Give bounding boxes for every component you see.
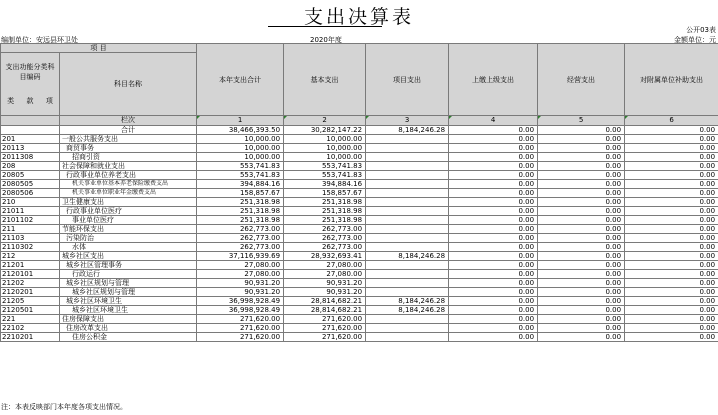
amount-cell: 0.00: [538, 279, 625, 288]
amount-cell: 0.00: [449, 288, 538, 297]
amount-cell: 271,620.00: [197, 315, 284, 324]
amount-cell: 0.00: [449, 252, 538, 261]
amount-cell: 0.00: [449, 306, 538, 315]
amount-cell: 0.00: [449, 144, 538, 153]
amount-cell: [366, 144, 449, 153]
header-kuan: 款: [26, 96, 34, 105]
tick-mark: [538, 116, 541, 119]
amount-cell: 0.00: [625, 279, 718, 288]
amount-cell: 0.00: [449, 189, 538, 198]
table-row: [1, 207, 718, 216]
amount-cell: [366, 279, 449, 288]
report-title: 支出决算表: [303, 6, 414, 28]
amount-cell: 0.00: [449, 324, 538, 333]
amount-cell: 0.00: [538, 189, 625, 198]
amount-cell: 28,932,693.41: [284, 252, 366, 261]
table-row: [1, 297, 718, 306]
subject-name-cell: 城乡社区规划与管理: [60, 279, 197, 288]
total-cell: 0.00: [625, 126, 718, 135]
subject-name-cell: 卫生健康支出: [60, 198, 197, 207]
subject-name-cell: 城乡社区环境卫生: [60, 297, 197, 306]
amount-cell: 0.00: [449, 270, 538, 279]
amount-cell: 37,116,939.69: [197, 252, 284, 261]
header-func-code: [1, 53, 60, 116]
table-row: [1, 153, 718, 162]
table-row: [1, 225, 718, 234]
amount-cell: 10,000.00: [197, 153, 284, 162]
subject-name-cell: 住房公积金: [60, 333, 197, 342]
func-code-cell: 2011308: [1, 153, 60, 162]
func-code-cell: 2080506: [1, 189, 60, 198]
amount-cell: 27,080.00: [197, 261, 284, 270]
amount-cell: 251,318.98: [284, 198, 366, 207]
amount-cell: 251,318.98: [197, 216, 284, 225]
amount-cell: 0.00: [625, 270, 718, 279]
amount-cell: 271,620.00: [197, 324, 284, 333]
amount-cell: 0.00: [538, 252, 625, 261]
amount-cell: [366, 207, 449, 216]
subject-name-cell: 行政事业单位医疗: [60, 207, 197, 216]
amount-cell: 10,000.00: [197, 135, 284, 144]
amount-cell: 10,000.00: [284, 153, 366, 162]
amount-cell: [366, 261, 449, 270]
amount-cell: 0.00: [625, 216, 718, 225]
subject-name-cell: 节能环保支出: [60, 225, 197, 234]
func-code-cell: 2120101: [1, 270, 60, 279]
func-code-cell: 20805: [1, 171, 60, 180]
amount-cell: [366, 162, 449, 171]
func-code-cell: 21201: [1, 261, 60, 270]
amount-cell: 0.00: [449, 315, 538, 324]
compiling-unit: 编制单位：安远县环卫处: [1, 36, 78, 44]
table-row: [1, 234, 718, 243]
table-row: [1, 279, 718, 288]
func-code-cell: 21205: [1, 297, 60, 306]
money-unit: 金额单位：元: [674, 36, 716, 44]
amount-cell: 0.00: [625, 153, 718, 162]
col-header-basic: 基本支出: [284, 44, 366, 116]
amount-cell: 8,184,246.28: [366, 252, 449, 261]
title-underline: [268, 26, 382, 27]
amount-cell: 0.00: [625, 324, 718, 333]
amount-cell: 0.00: [449, 261, 538, 270]
total-code-blank: [1, 126, 60, 135]
form-number: 公开03表: [686, 26, 716, 34]
fiscal-year: 2020年度: [310, 36, 342, 44]
amount-cell: 262,773.00: [284, 243, 366, 252]
amount-cell: 0.00: [625, 135, 718, 144]
amount-cell: 0.00: [538, 216, 625, 225]
tick-mark: [625, 116, 628, 119]
amount-cell: 262,773.00: [284, 225, 366, 234]
amount-cell: 0.00: [538, 180, 625, 189]
amount-cell: 553,741.83: [284, 171, 366, 180]
amount-cell: 0.00: [449, 171, 538, 180]
amount-cell: [366, 270, 449, 279]
amount-cell: 158,857.67: [284, 189, 366, 198]
amount-cell: 0.00: [538, 198, 625, 207]
amount-cell: 394,884.16: [284, 180, 366, 189]
amount-cell: [366, 288, 449, 297]
table-row: [1, 261, 718, 270]
func-code-cell: 2210201: [1, 333, 60, 342]
amount-cell: 0.00: [538, 207, 625, 216]
amount-cell: [366, 216, 449, 225]
seq-number: 3: [366, 116, 449, 126]
amount-cell: 10,000.00: [197, 144, 284, 153]
table-row: [1, 180, 718, 189]
amount-cell: 0.00: [625, 207, 718, 216]
seq-label: 栏次: [60, 116, 197, 126]
table-row: [1, 252, 718, 261]
amount-cell: [366, 315, 449, 324]
total-cell: 0.00: [538, 126, 625, 135]
subject-name-cell: 机关事业单位基本养老保险缴费支出: [60, 180, 197, 189]
func-code-cell: 201: [1, 135, 60, 144]
amount-cell: 0.00: [625, 162, 718, 171]
expenditure-table: [0, 43, 718, 342]
amount-cell: 28,814,682.21: [284, 297, 366, 306]
amount-cell: [366, 333, 449, 342]
amount-cell: [366, 324, 449, 333]
amount-cell: 36,998,928.49: [197, 297, 284, 306]
func-code-cell: 21202: [1, 279, 60, 288]
amount-cell: 0.00: [625, 315, 718, 324]
total-label: 合计: [60, 126, 197, 135]
amount-cell: 0.00: [538, 144, 625, 153]
amount-cell: 0.00: [449, 180, 538, 189]
amount-cell: 0.00: [538, 297, 625, 306]
amount-cell: 0.00: [625, 297, 718, 306]
table-row: [1, 333, 718, 342]
amount-cell: 0.00: [449, 216, 538, 225]
amount-cell: 553,741.83: [284, 162, 366, 171]
table-row: [1, 198, 718, 207]
amount-cell: 0.00: [625, 234, 718, 243]
amount-cell: 0.00: [449, 162, 538, 171]
amount-cell: 10,000.00: [284, 135, 366, 144]
amount-cell: 251,318.98: [197, 207, 284, 216]
total-cell: 30,282,147.22: [284, 126, 366, 135]
amount-cell: 0.00: [625, 243, 718, 252]
amount-cell: 0.00: [538, 270, 625, 279]
func-code-cell: 2101102: [1, 216, 60, 225]
amount-cell: 0.00: [449, 243, 538, 252]
amount-cell: 251,318.98: [284, 207, 366, 216]
amount-cell: 0.00: [625, 198, 718, 207]
amount-cell: [366, 153, 449, 162]
total-cell: 0.00: [449, 126, 538, 135]
amount-cell: 27,080.00: [197, 270, 284, 279]
col-header-operating: 经营支出: [538, 44, 625, 116]
amount-cell: 0.00: [625, 252, 718, 261]
func-code-cell: 210: [1, 198, 60, 207]
seq-blank: [1, 116, 60, 126]
header-xiang: 项: [45, 96, 53, 105]
func-code-cell: 2080505: [1, 180, 60, 189]
amount-cell: [366, 189, 449, 198]
amount-cell: [366, 198, 449, 207]
func-code-cell: 20113: [1, 144, 60, 153]
total-row: [1, 126, 718, 135]
header-lei: 类: [7, 96, 15, 105]
amount-cell: 251,318.98: [284, 216, 366, 225]
table-row: [1, 315, 718, 324]
amount-cell: 0.00: [625, 225, 718, 234]
func-code-cell: 211: [1, 225, 60, 234]
amount-cell: 0.00: [449, 153, 538, 162]
total-cell: 8,184,246.28: [366, 126, 449, 135]
amount-cell: [366, 225, 449, 234]
subject-name-cell: 水体: [60, 243, 197, 252]
amount-cell: 0.00: [449, 297, 538, 306]
amount-cell: 271,620.00: [284, 333, 366, 342]
amount-cell: 553,741.83: [197, 162, 284, 171]
amount-cell: 0.00: [625, 261, 718, 270]
amount-cell: 0.00: [538, 135, 625, 144]
subject-name-cell: 住房保障支出: [60, 315, 197, 324]
header-item: 项 目: [1, 44, 197, 53]
amount-cell: 8,184,246.28: [366, 306, 449, 315]
amount-cell: 0.00: [538, 153, 625, 162]
func-code-cell: 2110302: [1, 243, 60, 252]
table-row: [1, 324, 718, 333]
subject-name-cell: 行政运行: [60, 270, 197, 279]
amount-cell: [366, 234, 449, 243]
amount-cell: 0.00: [538, 171, 625, 180]
amount-cell: 271,620.00: [284, 324, 366, 333]
amount-cell: 262,773.00: [197, 243, 284, 252]
amount-cell: 36,998,928.49: [197, 306, 284, 315]
table-row: [1, 288, 718, 297]
amount-cell: 0.00: [449, 198, 538, 207]
amount-cell: 262,773.00: [197, 234, 284, 243]
subject-name-cell: 社会保障和就业支出: [60, 162, 197, 171]
amount-cell: 90,931.20: [197, 279, 284, 288]
seq-number: 4: [449, 116, 538, 126]
table-row: [1, 135, 718, 144]
col-header-subsidiary: 对附属单位补助支出: [625, 44, 718, 116]
col-header-total: 本年支出合计: [197, 44, 284, 116]
seq-number: 6: [625, 116, 718, 126]
subject-name-cell: 事业单位医疗: [60, 216, 197, 225]
tick-mark: [284, 116, 287, 119]
total-cell: 38,466,393.50: [197, 126, 284, 135]
amount-cell: 0.00: [625, 288, 718, 297]
subject-name-cell: 招商引资: [60, 153, 197, 162]
subject-name-cell: 污染防治: [60, 234, 197, 243]
amount-cell: [366, 243, 449, 252]
amount-cell: [366, 135, 449, 144]
amount-cell: 90,931.20: [284, 279, 366, 288]
amount-cell: 0.00: [538, 234, 625, 243]
amount-cell: 90,931.20: [197, 288, 284, 297]
amount-cell: 0.00: [449, 279, 538, 288]
amount-cell: 0.00: [449, 207, 538, 216]
amount-cell: 0.00: [538, 333, 625, 342]
amount-cell: 10,000.00: [284, 144, 366, 153]
tick-mark: [449, 116, 452, 119]
seq-number: 2: [284, 116, 366, 126]
footnote: 注：本表反映部门本年度各项支出情况。: [1, 403, 127, 411]
subject-name-cell: 城乡社区管理事务: [60, 261, 197, 270]
table-row: [1, 306, 718, 315]
table-row: [1, 144, 718, 153]
amount-cell: 394,884.16: [197, 180, 284, 189]
amount-cell: [366, 180, 449, 189]
table-row: [1, 216, 718, 225]
tick-mark: [197, 116, 200, 119]
amount-cell: 271,620.00: [197, 333, 284, 342]
amount-cell: 27,080.00: [284, 261, 366, 270]
amount-cell: 0.00: [538, 324, 625, 333]
func-code-cell: 22102: [1, 324, 60, 333]
amount-cell: 553,741.83: [197, 171, 284, 180]
amount-cell: 0.00: [449, 234, 538, 243]
func-code-cell: 2120201: [1, 288, 60, 297]
amount-cell: 262,773.00: [284, 234, 366, 243]
subject-name-cell: 一般公共服务支出: [60, 135, 197, 144]
func-code-cell: 2120501: [1, 306, 60, 315]
amount-cell: 0.00: [449, 333, 538, 342]
func-code-cell: 212: [1, 252, 60, 261]
func-code-cell: 21103: [1, 234, 60, 243]
seq-number: 5: [538, 116, 625, 126]
amount-cell: [366, 171, 449, 180]
amount-cell: 0.00: [625, 306, 718, 315]
subject-name-cell: 城乡社区支出: [60, 252, 197, 261]
subject-name-cell: 住房改革支出: [60, 324, 197, 333]
amount-cell: 0.00: [538, 306, 625, 315]
amount-cell: 158,857.67: [197, 189, 284, 198]
table-row: [1, 243, 718, 252]
amount-cell: 0.00: [538, 288, 625, 297]
amount-cell: 90,931.20: [284, 288, 366, 297]
amount-cell: 0.00: [625, 171, 718, 180]
amount-cell: 0.00: [538, 162, 625, 171]
lei-kuan-xiang: [1, 96, 59, 107]
amount-cell: 0.00: [449, 135, 538, 144]
amount-cell: 0.00: [625, 144, 718, 153]
amount-cell: 0.00: [625, 333, 718, 342]
subject-name-cell: 城乡社区环境卫生: [60, 306, 197, 315]
amount-cell: 8,184,246.28: [366, 297, 449, 306]
amount-cell: 0.00: [538, 225, 625, 234]
func-code-cell: 221: [1, 315, 60, 324]
amount-cell: 0.00: [625, 189, 718, 198]
amount-cell: 251,318.98: [197, 198, 284, 207]
seq-number: 1: [197, 116, 284, 126]
func-code-cell: 21011: [1, 207, 60, 216]
table-row: [1, 171, 718, 180]
table-row: [1, 189, 718, 198]
amount-cell: 0.00: [449, 225, 538, 234]
func-code-label: 支出功能分类科目编码: [5, 62, 55, 81]
amount-cell: 262,773.00: [197, 225, 284, 234]
subject-name-cell: 城乡社区规划与管理: [60, 288, 197, 297]
subject-name-cell: 机关事业单位职业年金缴费支出: [60, 189, 197, 198]
amount-cell: 27,080.00: [284, 270, 366, 279]
amount-cell: 0.00: [625, 180, 718, 189]
table-row: [1, 270, 718, 279]
amount-cell: 28,814,682.21: [284, 306, 366, 315]
amount-cell: 271,620.00: [284, 315, 366, 324]
header-subject-name: 科目名称: [60, 53, 197, 116]
amount-cell: 0.00: [538, 261, 625, 270]
subject-name-cell: 商贸事务: [60, 144, 197, 153]
table-row: [1, 162, 718, 171]
subject-name-cell: 行政事业单位养老支出: [60, 171, 197, 180]
amount-cell: 0.00: [538, 243, 625, 252]
func-code-cell: 208: [1, 162, 60, 171]
amount-cell: 0.00: [538, 315, 625, 324]
col-header-remit: 上缴上级支出: [449, 44, 538, 116]
col-header-project: 项目支出: [366, 44, 449, 116]
tick-mark: [366, 116, 369, 119]
